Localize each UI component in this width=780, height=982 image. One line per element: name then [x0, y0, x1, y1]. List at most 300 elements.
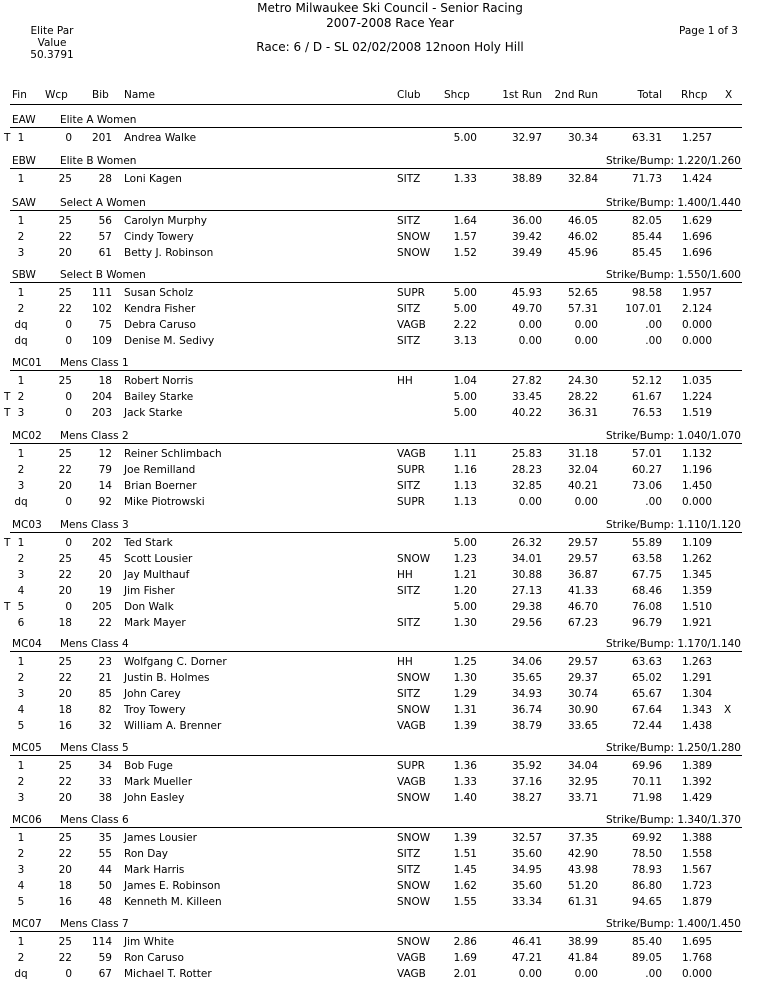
row-rhcp: 1.035 — [681, 375, 712, 387]
row-bib: 109 — [91, 334, 112, 347]
row-run2: 29.57 — [567, 537, 598, 549]
row-total: 71.98 — [631, 791, 662, 804]
row-rhcp: 1.424 — [681, 173, 712, 185]
row-wcp: 18 — [58, 703, 72, 716]
row-club: HH — [397, 568, 413, 581]
row-name: Denise M. Sedivy — [124, 334, 215, 347]
row-total: 76.08 — [631, 600, 662, 613]
row-fin: 5 — [17, 600, 25, 613]
row-name: Mike Piotrowski — [124, 495, 205, 508]
row-bib: 75 — [98, 318, 112, 331]
row-rhcp: 0.000 — [681, 967, 712, 980]
row-fin: 2 — [17, 302, 25, 315]
row-shcp: 5.00 — [453, 406, 477, 419]
row-fin: 1 — [17, 656, 25, 668]
row-shcp: 1.25 — [453, 656, 477, 668]
table-row — [0, 448, 780, 462]
row-name: Betty J. Robinson — [124, 246, 214, 259]
row-shcp: 5.00 — [453, 302, 477, 315]
row-wcp: 25 — [58, 287, 72, 299]
row-wcp: 25 — [58, 375, 72, 387]
row-name: Ron Day — [124, 847, 168, 860]
group-code: MC03 — [12, 519, 42, 531]
strike-bump: Strike/Bump: 1.400/1.440 — [605, 197, 741, 209]
row-fin: 2 — [17, 671, 25, 684]
row-run2: 43.98 — [567, 863, 598, 876]
row-rhcp: 1.510 — [681, 600, 712, 613]
row-bib: 33 — [98, 775, 112, 788]
row-wcp: 0 — [65, 967, 72, 980]
row-run2: 41.33 — [567, 584, 598, 597]
row-club: SNOW — [397, 703, 431, 716]
row-run1: 26.32 — [511, 537, 542, 549]
row-tie-flag: T — [4, 390, 11, 403]
strike-bump: Strike/Bump: 1.170/1.140 — [605, 638, 741, 650]
row-total: .00 — [645, 495, 662, 508]
row-name: Jack Starke — [124, 406, 183, 419]
row-run2: 34.04 — [567, 760, 598, 772]
row-fin: 1 — [17, 375, 25, 387]
group-title: Elite A Women — [60, 114, 137, 126]
row-shcp: 1.16 — [453, 463, 477, 476]
row-rhcp: 1.224 — [681, 390, 712, 403]
group-header — [0, 197, 780, 211]
row-name: Bailey Starke — [124, 390, 194, 403]
row-run1: 35.92 — [511, 760, 542, 772]
col-name: Name — [124, 89, 155, 101]
group-rule — [10, 127, 742, 128]
race-year: 2007-2008 Race Year — [326, 16, 454, 30]
row-fin: 3 — [17, 246, 25, 259]
row-run1: 34.06 — [511, 656, 542, 668]
row-rhcp: 1.957 — [681, 287, 712, 299]
row-total: 107.01 — [625, 302, 662, 315]
row-bib: 48 — [98, 895, 112, 908]
row-club: SITZ — [397, 863, 421, 876]
row-wcp: 0 — [65, 318, 72, 331]
col-run1: 1st Run — [502, 89, 542, 101]
row-wcp: 22 — [58, 951, 72, 964]
table-row — [0, 832, 780, 846]
row-wcp: 25 — [58, 760, 72, 772]
row-run2: 36.87 — [567, 568, 598, 581]
col-run2: 2nd Run — [554, 89, 598, 101]
row-run2: 57.31 — [567, 302, 598, 315]
row-total: 73.06 — [631, 479, 662, 492]
row-total: 94.65 — [631, 895, 662, 908]
strike-bump: Strike/Bump: 1.110/1.120 — [605, 519, 741, 531]
row-wcp: 22 — [58, 230, 72, 243]
row-fin: 1 — [17, 448, 25, 460]
group-code: EBW — [12, 155, 36, 167]
row-club: VAGB — [397, 318, 426, 331]
row-club: SITZ — [397, 215, 421, 227]
group-title: Mens Class 1 — [60, 357, 129, 369]
row-club: SITZ — [397, 847, 421, 860]
row-wcp: 0 — [65, 600, 72, 613]
row-fin: 1 — [17, 287, 25, 299]
row-run1: 38.79 — [511, 719, 542, 732]
group-title: Mens Class 5 — [60, 742, 129, 754]
row-wcp: 0 — [65, 334, 72, 347]
row-rhcp: 1.558 — [681, 847, 712, 860]
row-total: 70.11 — [631, 775, 662, 788]
row-run1: 33.45 — [511, 390, 542, 403]
row-shcp: 1.52 — [453, 246, 477, 259]
row-name: Scott Lousier — [124, 552, 193, 565]
row-fin: dq — [14, 495, 28, 508]
col-x: X — [725, 89, 733, 101]
group-title: Select B Women — [60, 269, 146, 281]
row-name: James Lousier — [124, 832, 197, 844]
row-name: Bob Fuge — [124, 760, 173, 772]
row-run2: 28.22 — [567, 390, 598, 403]
row-wcp: 22 — [58, 302, 72, 315]
row-shcp: 1.29 — [453, 687, 477, 700]
strike-bump: Strike/Bump: 1.400/1.450 — [605, 918, 741, 930]
strike-bump: Strike/Bump: 1.550/1.600 — [605, 269, 741, 281]
row-club: VAGB — [397, 719, 426, 732]
row-wcp: 20 — [58, 791, 72, 804]
row-bib: 102 — [91, 302, 112, 315]
row-run1: 30.88 — [511, 568, 542, 581]
group-rule — [10, 210, 742, 211]
row-wcp: 25 — [58, 215, 72, 227]
row-fin: dq — [14, 967, 28, 980]
row-run2: 0.00 — [574, 967, 598, 980]
table-row — [0, 496, 780, 510]
row-club: VAGB — [397, 448, 426, 460]
row-wcp: 20 — [58, 863, 72, 876]
row-wcp: 22 — [58, 463, 72, 476]
row-club: SITZ — [397, 173, 421, 185]
row-wcp: 22 — [58, 847, 72, 860]
row-wcp: 25 — [58, 656, 72, 668]
row-run1: 35.65 — [511, 671, 542, 684]
row-name: Troy Towery — [124, 703, 186, 716]
row-fin: 3 — [17, 687, 25, 700]
row-bib: 114 — [91, 936, 112, 948]
row-total: 86.80 — [631, 879, 662, 892]
row-wcp: 25 — [58, 832, 72, 844]
row-run1: 35.60 — [511, 847, 542, 860]
row-run1: 29.56 — [511, 616, 542, 629]
row-bib: 201 — [91, 132, 112, 144]
row-shcp: 1.39 — [453, 719, 477, 732]
row-tie-flag: T — [4, 406, 11, 419]
row-run2: 67.23 — [567, 616, 598, 629]
row-fin: 2 — [17, 775, 25, 788]
row-fin: 4 — [17, 584, 25, 597]
row-run1: 32.85 — [511, 479, 542, 492]
row-run2: 42.90 — [567, 847, 598, 860]
row-name: Mark Harris — [124, 863, 185, 876]
row-shcp: 1.13 — [453, 479, 477, 492]
row-shcp: 2.86 — [453, 936, 477, 948]
row-shcp: 5.00 — [453, 390, 477, 403]
elite-par-value: 50.3791 — [30, 49, 74, 61]
race-info: Race: 6 / D - SL 02/02/2008 12noon Holy Hill — [256, 40, 524, 54]
row-rhcp: 0.000 — [681, 318, 712, 331]
table-row — [0, 537, 780, 551]
row-shcp: 1.30 — [453, 616, 477, 629]
row-shcp: 1.45 — [453, 863, 477, 876]
row-run2: 0.00 — [574, 318, 598, 331]
row-bib: 111 — [91, 287, 112, 299]
row-fin: 5 — [17, 895, 25, 908]
group-code: MC01 — [12, 357, 42, 369]
row-rhcp: 1.291 — [681, 671, 712, 684]
row-run2: 45.96 — [567, 246, 598, 259]
row-run2: 41.84 — [567, 951, 598, 964]
row-total: 71.73 — [631, 173, 662, 185]
row-run1: 46.41 — [511, 936, 542, 948]
table-row — [0, 672, 780, 686]
row-tie-flag: T — [4, 600, 11, 613]
row-fin: 1 — [17, 537, 25, 549]
row-shcp: 1.30 — [453, 671, 477, 684]
row-total: 67.75 — [631, 568, 662, 581]
row-fin: dq — [14, 318, 28, 331]
row-rhcp: 1.438 — [681, 719, 712, 732]
table-row — [0, 464, 780, 478]
row-rhcp: 1.262 — [681, 552, 712, 565]
row-club: SITZ — [397, 302, 421, 315]
row-wcp: 20 — [58, 687, 72, 700]
col-club: Club — [397, 89, 421, 101]
row-bib: 35 — [98, 832, 112, 844]
table-row — [0, 303, 780, 317]
row-wcp: 0 — [65, 132, 72, 144]
row-fin: 1 — [17, 760, 25, 772]
row-bib: 19 — [98, 584, 112, 597]
row-run2: 29.57 — [567, 552, 598, 565]
row-rhcp: 1.921 — [681, 616, 712, 629]
row-rhcp: 1.519 — [681, 406, 712, 419]
table-row — [0, 247, 780, 261]
group-rule — [10, 931, 742, 932]
row-fin: 2 — [17, 463, 25, 476]
table-row — [0, 407, 780, 421]
row-club: SNOW — [397, 552, 431, 565]
row-run1: 40.22 — [511, 406, 542, 419]
group-header — [0, 430, 780, 444]
row-total: .00 — [645, 334, 662, 347]
group-rule — [10, 282, 742, 283]
row-run2: 32.84 — [567, 173, 598, 185]
table-row — [0, 553, 780, 567]
row-name: Joe Remilland — [124, 463, 196, 476]
row-rhcp: 1.879 — [681, 895, 712, 908]
row-bib: 50 — [98, 879, 112, 892]
row-bib: 82 — [98, 703, 112, 716]
row-run1: 36.00 — [511, 215, 542, 227]
row-run1: 39.49 — [511, 246, 542, 259]
row-fin: 5 — [17, 719, 25, 732]
row-club: SNOW — [397, 246, 431, 259]
group-title: Mens Class 3 — [60, 519, 129, 531]
row-run1: 0.00 — [518, 495, 542, 508]
table-row — [0, 601, 780, 615]
row-fin: 2 — [17, 390, 25, 403]
row-shcp: 1.57 — [453, 230, 477, 243]
row-run2: 36.31 — [567, 406, 598, 419]
row-fin: 3 — [17, 791, 25, 804]
row-run2: 0.00 — [574, 495, 598, 508]
row-name: Kenneth M. Killeen — [124, 895, 222, 908]
row-bib: 59 — [98, 951, 112, 964]
table-row — [0, 952, 780, 966]
row-shcp: 1.40 — [453, 791, 477, 804]
row-shcp: 5.00 — [453, 537, 477, 549]
strike-bump: Strike/Bump: 1.220/1.260 — [605, 155, 741, 167]
row-fin: 2 — [17, 951, 25, 964]
row-fin: 1 — [17, 936, 25, 948]
row-bib: 22 — [98, 616, 112, 629]
table-row — [0, 319, 780, 333]
row-rhcp: 1.696 — [681, 230, 712, 243]
group-code: MC06 — [12, 814, 42, 826]
row-total: .00 — [645, 318, 662, 331]
row-wcp: 18 — [58, 616, 72, 629]
group-rule — [10, 827, 742, 828]
row-club: HH — [397, 656, 413, 668]
row-wcp: 0 — [65, 537, 72, 549]
row-fin: 3 — [17, 568, 25, 581]
group-code: MC07 — [12, 918, 42, 930]
row-run2: 30.90 — [567, 703, 598, 716]
row-shcp: 1.33 — [453, 775, 477, 788]
col-bib: Bib — [92, 89, 109, 101]
row-shcp: 1.39 — [453, 832, 477, 844]
table-row — [0, 585, 780, 599]
row-name: Cindy Towery — [124, 230, 194, 243]
row-run1: 28.23 — [511, 463, 542, 476]
row-tie-flag: T — [4, 537, 11, 549]
row-run1: 36.74 — [511, 703, 542, 716]
group-title: Mens Class 7 — [60, 918, 129, 930]
row-club: SITZ — [397, 334, 421, 347]
row-shcp: 1.21 — [453, 568, 477, 581]
row-bib: 21 — [98, 671, 112, 684]
row-run2: 29.57 — [567, 656, 598, 668]
row-wcp: 25 — [58, 552, 72, 565]
row-total: 98.58 — [631, 287, 662, 299]
row-total: 65.67 — [631, 687, 662, 700]
row-x-flag: X — [724, 703, 732, 716]
group-header — [0, 814, 780, 828]
row-rhcp: 2.124 — [681, 302, 712, 315]
row-name: Mark Mueller — [124, 775, 193, 788]
table-row — [0, 792, 780, 806]
row-club: SNOW — [397, 879, 431, 892]
row-shcp: 2.22 — [453, 318, 477, 331]
row-total: 85.45 — [631, 246, 662, 259]
table-row — [0, 231, 780, 245]
row-bib: 32 — [98, 719, 112, 732]
row-bib: 79 — [98, 463, 112, 476]
group-code: MC02 — [12, 430, 42, 442]
group-title: Mens Class 4 — [60, 638, 129, 650]
row-shcp: 5.00 — [453, 600, 477, 613]
col-rhcp: Rhcp — [681, 89, 708, 101]
row-club: SNOW — [397, 230, 431, 243]
row-total: 69.96 — [631, 760, 662, 772]
row-total: 52.12 — [631, 375, 662, 387]
row-wcp: 20 — [58, 246, 72, 259]
row-club: SNOW — [397, 791, 431, 804]
row-run1: 25.83 — [511, 448, 542, 460]
row-run1: 34.93 — [511, 687, 542, 700]
row-total: 63.31 — [631, 132, 662, 144]
row-run2: 46.02 — [567, 230, 598, 243]
row-bib: 56 — [98, 215, 112, 227]
row-name: Carolyn Murphy — [124, 215, 207, 227]
row-run1: 0.00 — [518, 967, 542, 980]
row-total: 89.05 — [631, 951, 662, 964]
row-run1: 33.34 — [511, 895, 542, 908]
row-bib: 44 — [98, 863, 112, 876]
group-code: SAW — [12, 197, 36, 209]
group-title: Elite B Women — [60, 155, 137, 167]
row-name: Ted Stark — [124, 537, 173, 549]
group-rule — [10, 168, 742, 169]
row-fin: 1 — [17, 132, 25, 144]
row-run2: 30.34 — [567, 132, 598, 144]
row-run2: 52.65 — [567, 287, 598, 299]
row-total: 55.89 — [631, 537, 662, 549]
row-rhcp: 1.132 — [681, 448, 712, 460]
row-total: 78.93 — [631, 863, 662, 876]
row-name: Susan Scholz — [124, 287, 194, 299]
row-run1: 32.57 — [511, 832, 542, 844]
row-name: Kendra Fisher — [124, 302, 196, 315]
row-shcp: 1.11 — [453, 448, 477, 460]
table-row — [0, 375, 780, 389]
row-rhcp: 1.567 — [681, 863, 712, 876]
row-club: SITZ — [397, 616, 421, 629]
table-row — [0, 968, 780, 982]
row-name: Jim White — [124, 936, 175, 948]
row-total: 72.44 — [631, 719, 662, 732]
row-shcp: 1.62 — [453, 879, 477, 892]
row-name: Andrea Walke — [124, 132, 197, 144]
row-rhcp: 0.000 — [681, 334, 712, 347]
row-fin: 1 — [17, 173, 25, 185]
row-run1: 32.97 — [511, 132, 542, 144]
row-fin: 1 — [17, 832, 25, 844]
table-row — [0, 776, 780, 790]
row-club: SNOW — [397, 832, 431, 844]
row-shcp: 1.20 — [453, 584, 477, 597]
elite-par-value-label: Value — [37, 37, 67, 49]
table-row — [0, 864, 780, 878]
row-name: Robert Norris — [124, 375, 194, 387]
row-name: Mark Mayer — [124, 616, 186, 629]
row-bib: 61 — [98, 246, 112, 259]
table-row — [0, 335, 780, 349]
row-club: VAGB — [397, 775, 426, 788]
row-run2: 46.70 — [567, 600, 598, 613]
group-header — [0, 638, 780, 652]
row-rhcp: 1.429 — [681, 791, 712, 804]
group-rule — [10, 532, 742, 533]
row-shcp: 1.36 — [453, 760, 477, 772]
col-wcp: Wcp — [45, 89, 68, 101]
row-fin: 6 — [17, 616, 25, 629]
row-bib: 92 — [98, 495, 112, 508]
row-total: 78.50 — [631, 847, 662, 860]
